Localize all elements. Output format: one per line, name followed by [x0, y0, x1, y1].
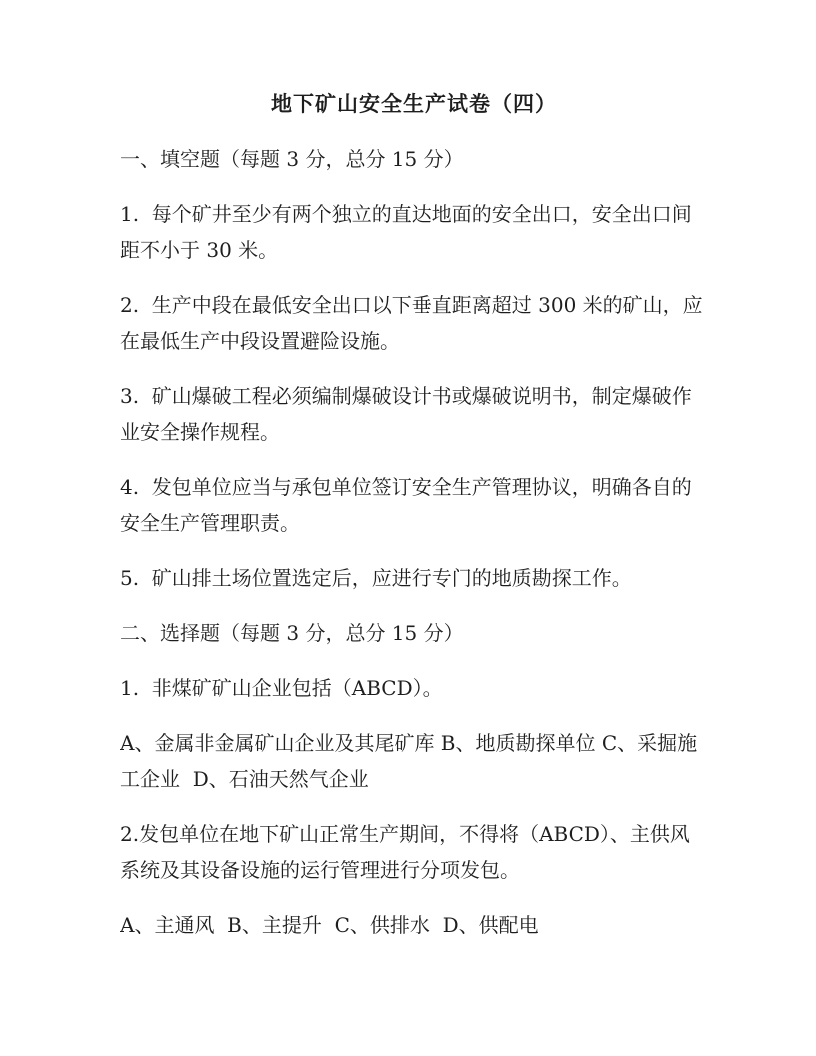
section-heading: 二、选择题（每题 3 分，总分 15 分）: [120, 621, 464, 645]
paragraph: [120, 469, 708, 541]
paragraph-line: 距不小于 30 米。: [120, 238, 279, 262]
paragraph-line: 安全生产管理职责。: [120, 511, 300, 535]
paragraph: [120, 725, 708, 797]
paragraph-line: 在最低生产中段设置避险设施。: [120, 329, 400, 353]
document-title: 地下矿山安全生产试卷（四）: [271, 91, 557, 116]
document-body: [120, 141, 708, 943]
paragraph-line: 工企业 D、石油天然气企业: [120, 767, 369, 791]
paragraph-line: 1. 非煤矿矿山企业包括（ABCD）。: [120, 676, 443, 700]
section-heading: 一、填空题（每题 3 分，总分 15 分）: [120, 147, 464, 171]
paragraph-line: 1. 每个矿井至少有两个独立的直达地面的安全出口，安全出口间: [120, 202, 692, 226]
paragraph-line: A、金属非金属矿山企业及其尾矿库 B、地质勘探单位 C、采掘施: [120, 731, 698, 755]
paragraph-line: 2. 生产中段在最低安全出口以下垂直距离超过 300 米的矿山，应: [120, 293, 703, 317]
paragraph: [120, 378, 708, 450]
paragraph: [120, 287, 708, 359]
paragraph-line: 系统及其设备设施的运行管理进行分项发包。: [120, 858, 520, 882]
paragraph-line: 3. 矿山爆破工程必须编制爆破设计书或爆破说明书，制定爆破作: [120, 384, 692, 408]
paragraph-line: A、主通风 B、主提升 C、供排水 D、供配电: [120, 913, 539, 937]
paragraph-line: 4. 发包单位应当与承包单位签订安全生产管理协议，明确各自的: [120, 475, 692, 499]
paragraph-line: 5. 矿山排土场位置选定后，应进行专门的地质勘探工作。: [120, 566, 632, 590]
paragraph: [120, 816, 708, 888]
paragraph: [120, 196, 708, 268]
paragraph-line: 业安全操作规程。: [120, 420, 280, 444]
paragraph: [120, 670, 708, 706]
paragraph: [120, 907, 708, 943]
paragraph-line: 2.发包单位在地下矿山正常生产期间，不得将（ABCD）、主供风: [120, 822, 690, 846]
paragraph: [120, 560, 708, 596]
